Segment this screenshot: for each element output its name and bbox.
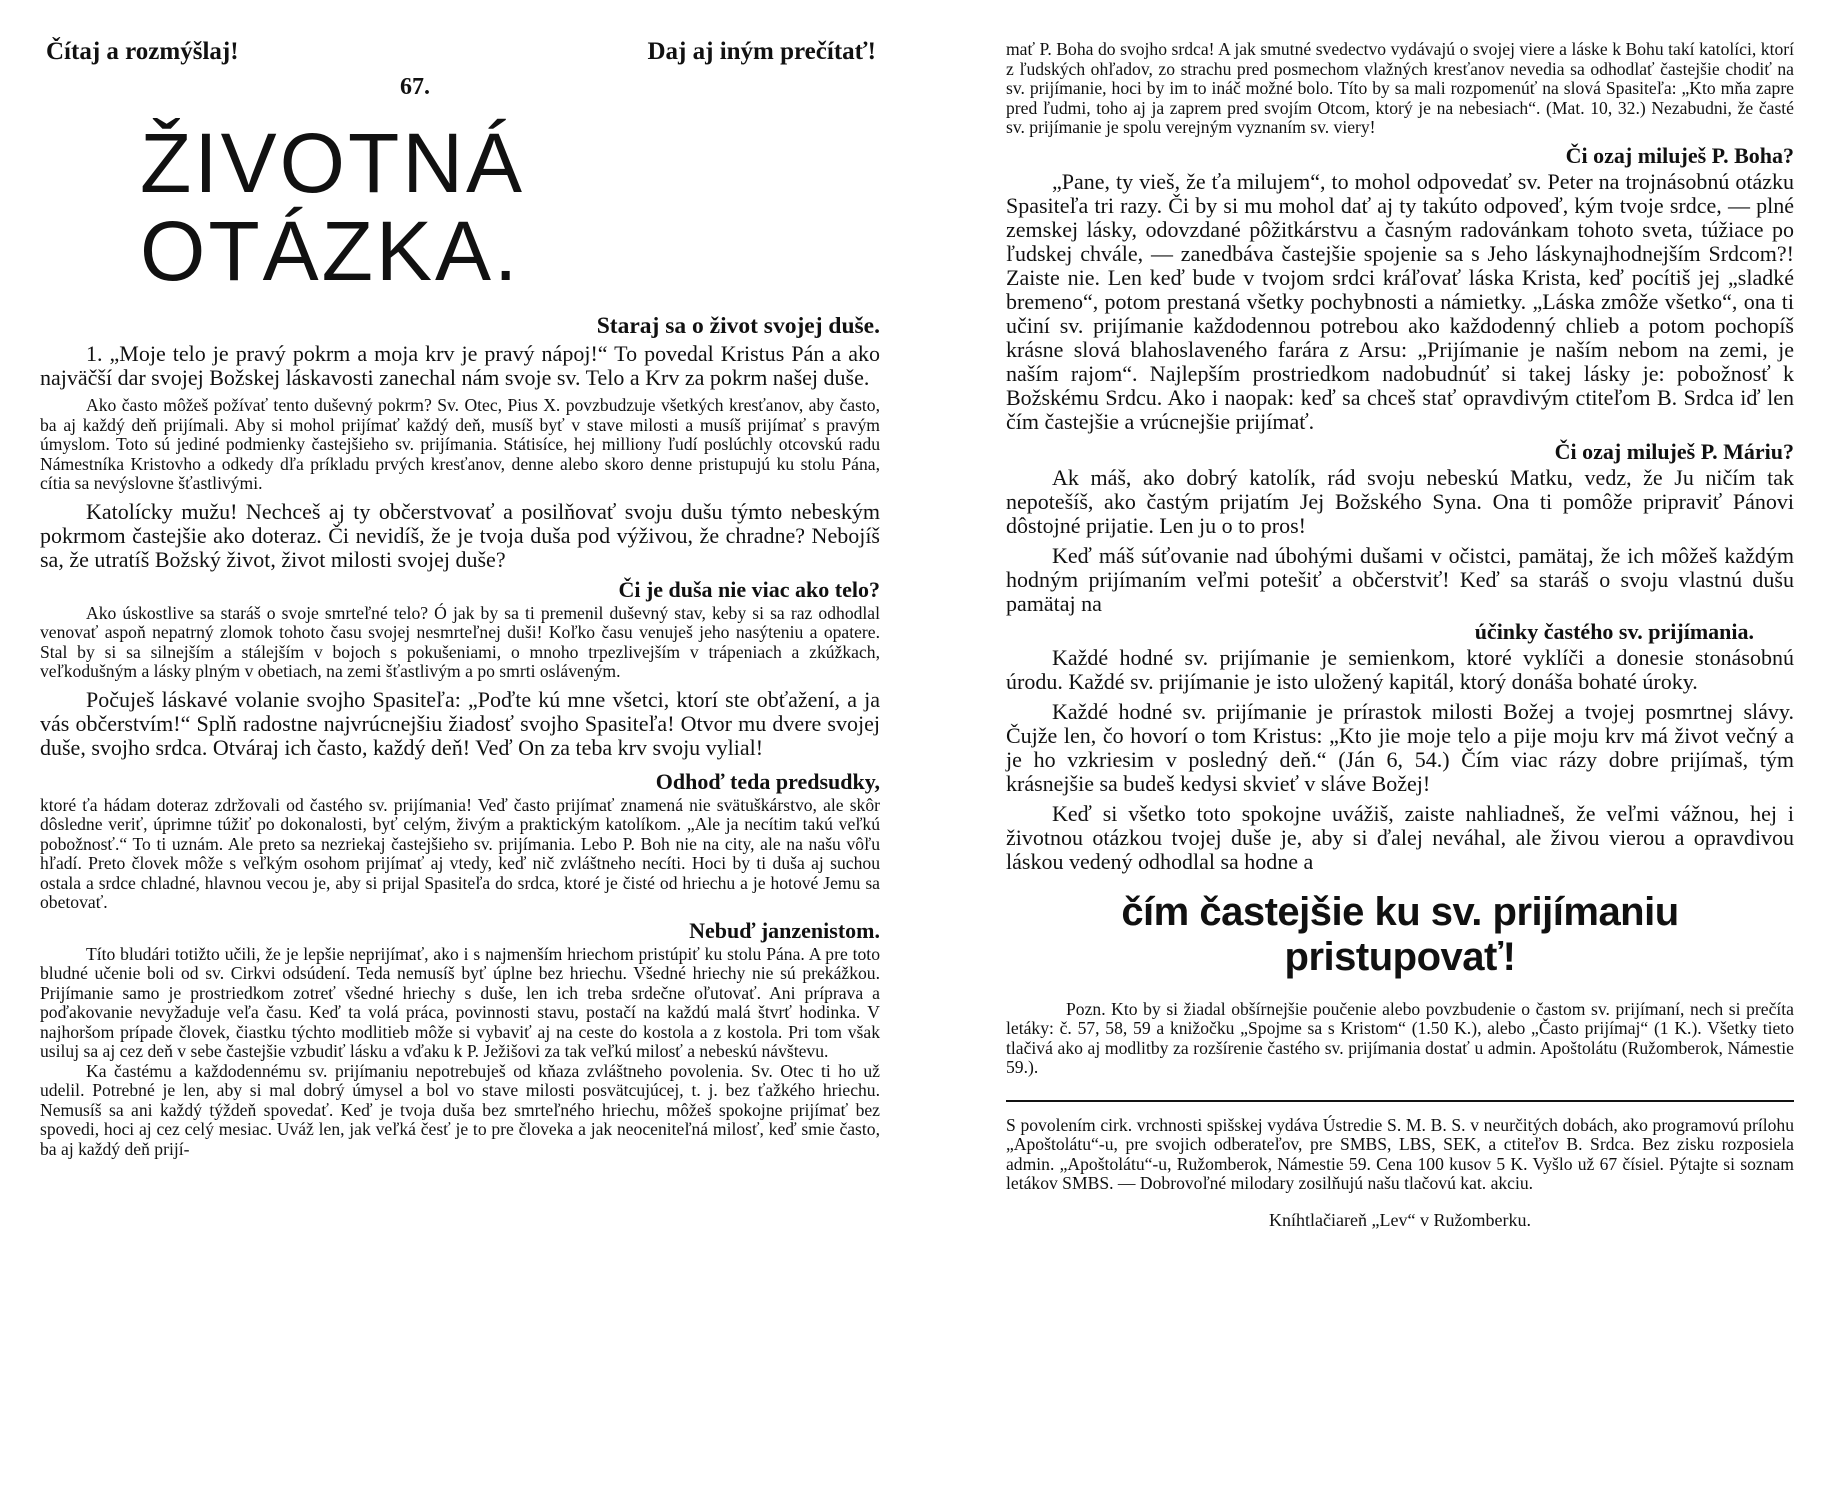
subheading-7: účinky častého sv. prijímania. — [1474, 618, 1754, 644]
issue-number: 67. — [400, 74, 430, 100]
printer-line: Kníhtlačiareň „Lev“ v Ružomberku. — [1269, 1209, 1531, 1230]
paragraph: Keď si všetko toto spokojne uvážiš, zaiste nahliadneš, že veľmi vážnou, hej i životnou otázkou tvojej duše je, aby si ďalej neváhal, ale živou vierou a opravdivou láskou vedený odhodlal sa hodne a — [1006, 800, 1794, 874]
paragraph: mať P. Boha do svojho srdca! A jak smutné svedectvo vydávajú o svojej viere a láske k Bohu takí katolíci, ktorí z ľudských ohľadov, zo strachu pred posmechom vlažných kresťanov nevedia sa odhodlať častejšie chodiť na sv. prijímanie, hoci by im to ináč možné bolo. Títo by sa mali rozpomenúť na slová Spasiteľa: „Kto mňa zapre pred ľudmi, toho aj ja zaprem pred svojím Otcom, ktorý je na nebesiach“. (Mat. 10, 32.) Nezabudni, že časté sv. prijímanie je spolu verejným vyznaním sv. viery! — [1006, 39, 1794, 137]
paragraph: Ak máš, ako dobrý katolík, rád svoju nebeskú Matku, vedz, že Ju ničím tak nepotešíš, ako častým prijatím Jej Božského Syna. Ona ti pomôže pripraviť Pánovi dôstojné prijatie. Len ju o to pros! — [1006, 464, 1794, 538]
subheading-3: Odhoď teda predsudky, — [655, 768, 880, 794]
paragraph: Ako často môžeš požívať tento duševný pokrm? Sv. Otec, Pius X. povzbudzuje všetkých kresťanov, aby často, ba aj každý deň prijímali. Aby si mohol prijímať každý deň, musíš byť v stave milosti a musíš prijímať s pravým úmyslom. Toto sú jediné podmienky častejšieho sv. prijímania. Státisíce, hej milliony ľudí poslúchly otcovskú radu Námestníka Kristovho a odkedy dľa príkladu prvých kresťanov, denne alebo skoro denne pristupujú ku stolu Pána, cítia sa nevýslovne šťastlivými. — [40, 395, 880, 494]
subheading-2: Či je duša nie viac ako telo? — [618, 576, 880, 602]
paragraph: Títo bludári totižto učili, že je lepšie neprijímať, ako i s najmenším hriechom pristúpiť ku stolu Pána. A pre toto bludné učenie boli od sv. Cirkvi odsúdení. Teda nemusíš byť úplne bez hriechu. Všedné hriechy nie sú prekážkou. Prijímanie samo je prostriedkom zotreť všedné hriechy s duše, len ich treba srdečne oľutovať. Ani príprava a poďakovanie nevyžaduje veľa času. Keď ta volá práca, povinnosti stavu, postačí na každú malá štvrť hodinka. V najhoršom prípade človek, čiastku týchto modlitieb môže si vybaviť aj na ceste do kostola a z kostola. Pri tom však usiluj sa aj cez deň v sebe častejšie vzbudiť lásku a vďaku k P. Ježišovi za tak veľkú milosť a nebeskú návštevu. — [40, 943, 880, 1062]
paragraph: Ako úskostlive sa staráš o svoje smrteľné telo? Ó jak by sa ti premenil duševný stav, keby si sa raz odhodlal venovať aspoň nepatrný zlomok tohoto času svojej nesmrteľnej duši! Koľko času venuješ jeho nasýteniu a opatere. Stal by si sa silnejším a stálejším v bojoch s pokušeniami, o mnoho trpezlivejším v trápeniach a zkúžkach, veľkodušným a lásky plným v obetiach, na zemi šťastlivým a po smrti osláveným. — [40, 602, 880, 682]
paragraph: Keď máš súťovanie nad úbohými dušami v očistci, pamätaj, že ich môžeš každým hodným prijímaním veľmi potešiť a občerstviť! Keď sa staráš o svoju vlastnú dušu pamätaj na — [1006, 542, 1794, 616]
page-header — [46, 38, 876, 66]
header-right: Daj aj iným prečítať! — [647, 38, 876, 65]
page-title: ŽIVOTNÁ OTÁZKA. — [140, 116, 526, 299]
note: Pozn. Kto by si žiadal obšírnejšie poučenie alebo povzbudenie o častom sv. prijímaní, nech si prečíta letáky: č. 57, 58, 59 a knižočku „Spojme sa s Kristom“ (1.50 K.), alebo „Často prijímaj“ (1 K.). Všetky tieto tlačivá ako aj modlitby za rozšírenie častého sv. prijímania dostať u admin. Apoštolátu (Ružomberok, Námestie 59.). — [1006, 998, 1794, 1077]
paragraph: Každé hodné sv. prijímanie je semienkom, ktoré vyklíči a donesie stonásobnú úrodu. Každé sv. prijímanie je isto uložený kapitál, ktorý donáša bohaté úroky. — [1006, 644, 1794, 694]
subheading-5: Či ozaj miluješ P. Boha? — [1565, 142, 1794, 168]
paragraph: Katolícky mužu! Nechceš aj ty občerstvovať a posilňovať svoju dušu týmto nebeským pokrmom častejšie ako doteraz. Či nevidíš, že je tvoja duša pod výživou, že chradne? Nebojíš sa, že utratíš Božský život, život milosti svojej duše? — [40, 498, 880, 572]
divider — [1006, 1100, 1794, 1102]
paragraph: Počuješ láskavé volanie svojho Spasiteľa: „Poďte kú mne všetci, ktorí ste obťažení, a ja vás občerstvím!“ Splň radostne najvrúcnejšiu žiadosť svojho Spasiteľa! Otvor mu dvere svojej duše, svojho srdca. Otváraj ich často, každý deň! Veď On za teba krv svoju vylial! — [40, 686, 880, 760]
subheading-4: Nebuď janzenistom. — [689, 917, 880, 943]
subheading-1: Staraj sa o život svojej duše. — [596, 313, 880, 340]
subheading-6: Či ozaj miluješ P. Máriu? — [1554, 438, 1794, 464]
paragraph: „Pane, ty vieš, že ťa milujem“, to mohol odpovedať sv. Peter na trojnásobnú otázku Spasiteľa tri razy. Či by si mu mohol dať aj ty takúto odpoveď, kým tvoje srdce, — plné zemskej lásky, odovzdané pôžitkárstvu a časným radovánkam tohoto sveta, túžiace po ľudskej chvále, — zanedbáva častejšie spojenie sa s Jeho láskynajhodnejším Srdcom?! Zaiste nie. Len keď bude v tvojom srdci kráľovať láska Krista, keď pocítiš jej „sladké bremeno“, potom prestaná všetky pochybnosti a námietky. „Láska zmôže všetko“, ona ti učiní sv. prijímanie každodennou potrebou ako každodenný chlieb a potom pochopíš krásne slová blahoslaveného farára z Arsu: „Prijímanie je naším nebom na zemi, je naším rajom“. Najlepším prostriedkom nadobudnúť si takej lásky je: pobožnosť k Božskému Srdcu. Ako i naopak: keď sa chceš stať opravdivým ctiteľom B. Srdca iď len čím častejšie a vrúcnejšie prijímať. — [1006, 168, 1794, 434]
emphasis-line: čím častejšie ku sv. prijímaniu pristupovať! — [1121, 889, 1679, 979]
paragraph: Každé hodné sv. prijímanie je prírastok milosti Božej a tvojej posmrtnej slávy. Čujže len, čo hovorí o tom Kristus: „Kto jie moje telo a pije moju krv má život večný a je ho vzkriesim v posledný deň.“ (Ján 6, 54.) Čím viac rázy dobre prijímaš, tým krásnejšie sa budeš kedysi skvieť v sláve Božej! — [1006, 698, 1794, 796]
header-left: Čítaj a rozmýšlaj! — [46, 38, 239, 65]
paragraph: 1. „Moje telo je pravý pokrm a moja krv je pravý nápoj!“ To povedal Kristus Pán a ako najväčší dar svojej Božskej láskavosti zanechal nám svoje sv. Telo a Krv za pokrm našej duše. — [40, 341, 880, 391]
publication-footer: S povolením cirk. vrchnosti spišskej vydáva Ústredie S. M. B. S. v neurčitých dobách, ako programovú prílohu „Apoštolátu“-u, pre svojich odberateľov, pre SMBS, LBS, SEK, a ctiteľov B. Srdca. Bez zisku rozposiela admin. „Apoštolátu“-u, Ružomberok, Námestie 59. Cena 100 kusov 5 K. Vyšlo už 67 čísiel. Pýtajte si soznam letákov SMBS. — Dobrovoľné milodary zosilňujú našu tlačovú kat. akciu. — [1006, 1114, 1794, 1193]
paragraph: ktoré ťa hádam doteraz zdržovali od častého sv. prijímania! Veď často prijímať znamená nie svätuškárstvo, ale skôr dôsledne veriť, úprimne túžiť po dokonalosti, byť celým, živým a praktickým katolíkom. „Ale ja necítim takú veľkú pobožnosť.“ To ti uznám. Ale preto sa nezriekaj častejšieho sv. prijímania. Lebo P. Boh nie na city, ale na našu vôľu hľadí. Preto človek môže s veľkým osohom prijímať aj vtedy, keď nič zvláštneho necíti. Hoci by ti duša aj suchou ostala a srdce chladné, hlavnou vecou je, aby si prijal Spasiteľa do srdca, ktoré je čisté od hriechu a je hotové Jemu sa obetovať. — [40, 794, 880, 913]
right-page — [916, 0, 1832, 1500]
paragraph: Ka častému a každodennému sv. prijímaniu nepotrebuješ od kňaza zvláštneho povolenia. Sv. Otec ti ho už udelil. Potrebné je len, aby si mal dobrý úmysel a bol vo stave milosti posvätcujúcej, t. j. bez ťažkého hriechu. Nemusíš sa ani každý týždeň spovedať. Keď je tvoja duša bez smrteľného hriechu, môžeš spokojne prijímať bez spovedi, hoci aj cez celý mesiac. Uváž len, jak veľká česť je to pre človeka a jak neoceniteľná milosť, keď smie často, ba aj každý deň prijí- — [40, 1060, 880, 1159]
